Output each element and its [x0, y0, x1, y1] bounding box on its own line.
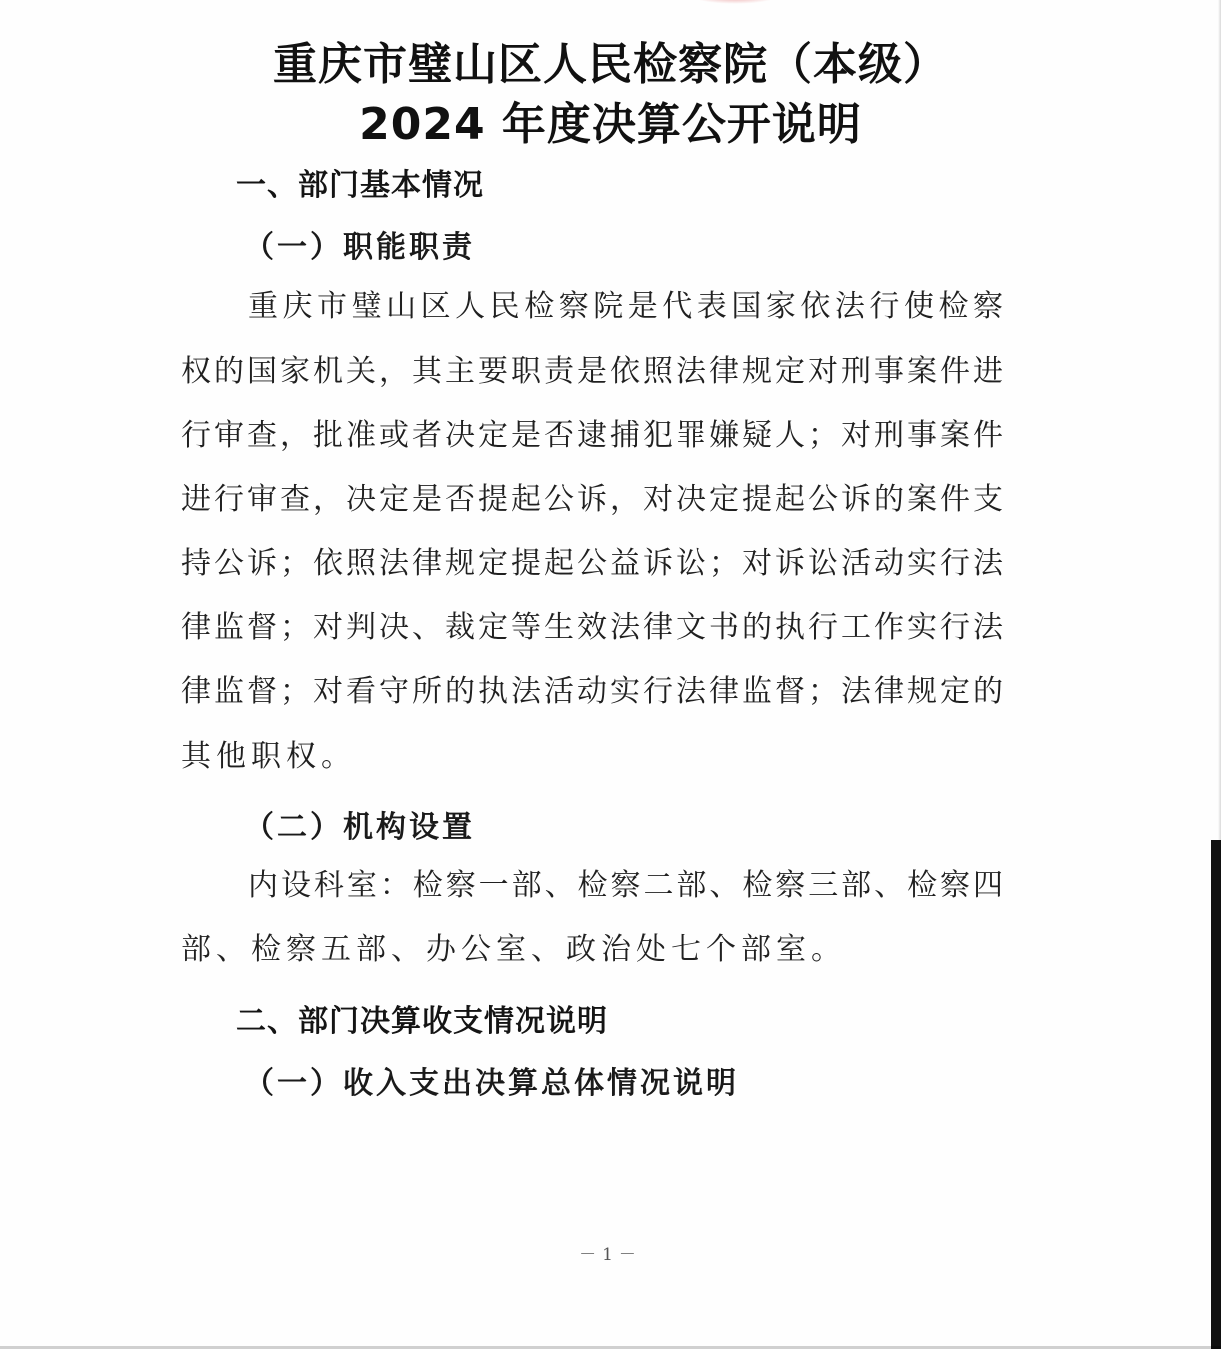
page-number: －1－ [579, 1245, 642, 1265]
paragraph-line: 其他职权。 [181, 739, 356, 774]
paragraph-line: 律监督；对判决、裁定等生效法律文书的执行工作实行法 [181, 610, 1003, 645]
section2-heading: 二、部门决算收支情况说明 [236, 1004, 608, 1039]
red-seal-fragment [690, 0, 780, 4]
paragraph-line: 部、检察五部、办公室、政治处七个部室。 [181, 932, 846, 967]
paragraph-line: 律监督；对看守所的执法活动实行法律监督；法律规定的 [181, 674, 1003, 709]
paragraph-line: 行审查，批准或者决定是否逮捕犯罪嫌疑人；对刑事案件 [181, 418, 1003, 453]
paragraph-line: 重庆市璧山区人民检察院是代表国家依法行使检察 [248, 289, 1003, 324]
sub3-heading: （一）收入支出决算总体情况说明 [244, 1066, 739, 1101]
paragraph-line: 持公诉；依照法律规定提起公益诉讼；对诉讼活动实行法 [181, 546, 1003, 581]
sub2-heading: （二）机构设置 [244, 810, 475, 845]
paragraph-line: 权的国家机关，其主要职责是依照法律规定对刑事案件进 [181, 354, 1003, 389]
paragraph-line: 内设科室：检察一部、检察二部、检察三部、检察四 [248, 868, 1003, 903]
sub1-heading: （一）职能职责 [244, 230, 475, 265]
document-title-line2: 2024 年度决算公开说明 [359, 99, 862, 150]
scan-edge-right [1211, 840, 1221, 1349]
paragraph-line: 进行审查，决定是否提起公诉，对决定提起公诉的案件支 [181, 482, 1003, 517]
document-title-line1: 重庆市璧山区人民检察院（本级） [273, 39, 948, 90]
section1-heading: 一、部门基本情况 [236, 168, 484, 203]
